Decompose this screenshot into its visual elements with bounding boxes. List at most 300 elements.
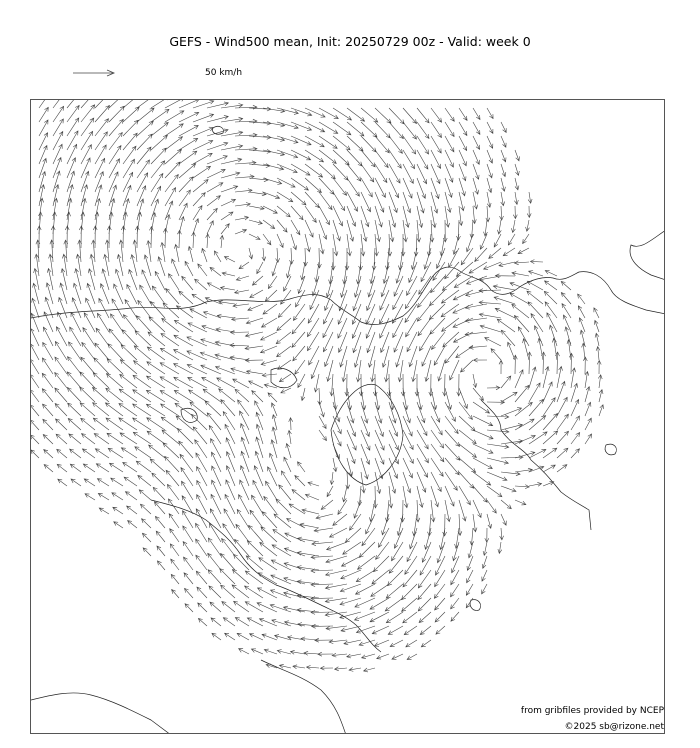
wind-arrow <box>112 493 123 500</box>
wind-arrow <box>362 654 375 659</box>
wind-arrow <box>80 403 95 416</box>
wind-arrow <box>417 108 429 123</box>
wind-arrow <box>473 136 480 149</box>
wind-arrow <box>508 234 515 245</box>
wind-arrow <box>171 574 179 584</box>
wind-arrow <box>43 419 53 430</box>
wind-arrow <box>470 528 474 545</box>
wind-arrow <box>402 598 417 611</box>
wind-arrow <box>221 117 243 122</box>
wind-arrow <box>281 388 291 393</box>
wind-arrow <box>210 267 221 276</box>
wind-arrow <box>325 346 334 367</box>
wind-arrow <box>403 206 409 227</box>
wind-arrow <box>431 430 444 448</box>
wind-arrow <box>515 485 529 489</box>
wind-arrow <box>376 542 389 559</box>
wind-arrow <box>279 485 291 500</box>
wind-arrow <box>286 444 291 459</box>
wind-arrow <box>361 402 368 423</box>
wind-arrow <box>249 164 270 168</box>
wind-arrow <box>147 431 165 444</box>
wind-arrow <box>53 100 64 108</box>
wind-arrow <box>277 650 291 654</box>
wind-arrow <box>235 229 247 234</box>
wind-arrow <box>241 424 250 445</box>
wind-arrow <box>330 528 348 537</box>
wind-arrow <box>325 598 347 603</box>
wind-arrow <box>407 654 417 660</box>
wind-arrow <box>529 449 546 458</box>
wind-arrow <box>487 192 491 207</box>
map-canvas <box>31 100 665 734</box>
wind-arrow <box>557 465 567 472</box>
wind-arrow <box>417 220 421 242</box>
wind-arrow <box>32 298 39 318</box>
wind-arrow <box>286 262 291 278</box>
wind-arrow <box>300 523 319 528</box>
wind-arrow <box>501 500 511 509</box>
wind-arrow <box>305 220 313 237</box>
wind-arrow <box>31 435 39 444</box>
wind-arrow <box>359 374 363 396</box>
wind-arrow <box>185 604 193 612</box>
wind-arrow <box>327 486 333 497</box>
wind-arrow <box>594 308 599 318</box>
wind-arrow <box>95 132 107 150</box>
wind-arrow <box>398 360 403 382</box>
wind-arrow <box>459 108 467 120</box>
wind-arrow <box>143 548 151 556</box>
wind-arrow <box>248 304 263 311</box>
wind-arrow <box>359 640 375 646</box>
wind-arrow <box>482 570 487 581</box>
wind-arrow <box>196 523 208 542</box>
wind-arrow <box>518 248 529 254</box>
wind-arrow <box>260 542 277 556</box>
wind-arrow <box>319 430 327 441</box>
wind-arrow <box>344 640 361 645</box>
wind-arrow <box>293 304 305 320</box>
wind-arrow <box>305 192 319 208</box>
wind-arrow <box>277 136 298 143</box>
wind-arrow <box>196 509 207 528</box>
wind-arrow <box>436 248 445 268</box>
wind-arrow <box>312 542 333 546</box>
wind-arrow <box>356 584 376 594</box>
wind-arrow <box>210 602 221 612</box>
wind-arrow <box>543 465 555 472</box>
wind-arrow <box>356 626 375 633</box>
wind-arrow <box>385 598 403 611</box>
wind-arrow <box>107 433 123 444</box>
wind-arrow <box>510 293 529 304</box>
wind-arrow <box>427 234 431 256</box>
wind-arrow <box>501 178 505 191</box>
wind-arrow <box>445 388 452 409</box>
wind-arrow <box>43 435 53 445</box>
wind-arrow <box>221 212 233 220</box>
wind-arrow <box>70 464 81 472</box>
wind-arrow <box>166 470 179 486</box>
wind-arrow <box>411 248 417 270</box>
wind-arrow <box>342 360 347 382</box>
wind-arrow <box>499 262 515 267</box>
wind-arrow <box>473 486 487 502</box>
wind-arrow <box>459 122 467 136</box>
wind-arrow <box>31 374 39 388</box>
wind-arrow <box>151 174 163 193</box>
wind-arrow <box>487 150 493 163</box>
wind-arrow <box>291 206 303 220</box>
wind-arrow <box>83 328 95 346</box>
wind-arrow <box>245 346 263 350</box>
wind-arrow <box>207 115 228 122</box>
wind-arrow <box>473 472 491 485</box>
wind-arrow <box>403 486 408 508</box>
wind-arrow <box>557 366 563 388</box>
wind-arrow <box>451 598 459 609</box>
wind-arrow <box>445 416 458 434</box>
wind-arrow <box>415 374 419 396</box>
wind-arrow <box>354 346 361 367</box>
wind-arrow <box>459 458 476 472</box>
wind-arrow <box>104 254 109 276</box>
wind-arrow <box>430 318 445 334</box>
wind-arrow <box>364 668 375 672</box>
wind-arrow <box>417 458 428 477</box>
wind-arrow <box>450 360 459 380</box>
wind-arrow <box>291 108 312 116</box>
wind-arrow <box>370 598 389 609</box>
wind-arrow <box>67 100 79 108</box>
wind-arrow <box>438 360 445 381</box>
wind-arrow <box>487 444 509 449</box>
wind-arrow <box>487 430 509 434</box>
wind-arrow <box>172 259 179 276</box>
wind-arrow <box>133 240 137 262</box>
wind-arrow <box>263 234 271 245</box>
wind-arrow <box>289 418 293 430</box>
wind-arrow <box>184 573 193 584</box>
wind-arrow <box>569 353 573 374</box>
wind-arrow <box>333 206 343 226</box>
wind-arrow <box>459 500 466 521</box>
wind-arrow <box>109 329 123 346</box>
wind-arrow <box>198 618 207 626</box>
wind-arrow <box>255 401 263 416</box>
wind-arrow <box>53 198 58 220</box>
wind-arrow <box>142 270 151 290</box>
wind-arrow <box>527 206 531 217</box>
wind-arrow <box>371 584 389 596</box>
wind-arrow <box>412 360 417 382</box>
wind-arrow <box>252 276 263 285</box>
wind-arrow <box>362 528 375 546</box>
wind-arrow <box>375 136 389 153</box>
wind-arrow <box>296 290 306 307</box>
wind-arrow <box>375 220 381 242</box>
wind-arrow <box>85 494 95 500</box>
wind-arrow <box>338 500 347 514</box>
wind-arrow <box>320 666 333 670</box>
wind-arrow <box>596 347 600 360</box>
wind-arrow <box>179 126 198 137</box>
wind-arrow <box>217 378 235 388</box>
wind-arrow <box>501 408 522 416</box>
wind-arrow <box>441 304 459 317</box>
wind-arrow <box>403 472 411 493</box>
wind-arrow <box>343 542 361 554</box>
wind-arrow <box>165 149 182 164</box>
wind-arrow <box>193 206 202 220</box>
wind-arrow <box>211 618 221 626</box>
wind-arrow <box>224 257 235 262</box>
wind-arrow <box>368 276 375 297</box>
wind-arrow <box>223 524 235 542</box>
wind-arrow <box>487 136 493 148</box>
wind-arrow <box>345 248 349 270</box>
wind-arrow <box>250 634 264 641</box>
wind-arrow <box>297 551 319 556</box>
wind-arrow <box>385 500 389 522</box>
wind-arrow <box>183 526 193 542</box>
wind-arrow <box>165 137 183 150</box>
wind-arrow <box>451 612 459 621</box>
wind-arrow <box>150 302 165 319</box>
wind-arrow <box>125 492 137 500</box>
wind-arrow <box>56 419 68 430</box>
wind-arrow <box>221 554 236 571</box>
wind-arrow <box>443 332 459 347</box>
wind-arrow <box>389 458 398 478</box>
wind-arrow <box>417 402 425 423</box>
wind-arrow <box>311 583 333 587</box>
wind-arrow <box>151 213 156 234</box>
wind-arrow <box>501 122 506 133</box>
wind-arrow <box>498 542 502 553</box>
wind-arrow <box>179 190 190 206</box>
wind-arrow <box>55 357 67 374</box>
wind-arrow <box>249 206 264 210</box>
wind-arrow <box>113 507 123 514</box>
wind-arrow <box>167 484 179 500</box>
wind-arrow <box>115 269 123 290</box>
wind-arrow <box>595 333 599 346</box>
wind-arrow <box>235 290 249 294</box>
wind-arrow <box>388 626 403 634</box>
wind-arrow <box>347 150 362 166</box>
wind-arrow <box>501 150 506 162</box>
wind-arrow <box>484 262 501 269</box>
wind-arrow <box>96 464 109 472</box>
wind-arrow <box>571 449 580 458</box>
wind-arrow <box>503 248 515 256</box>
wind-arrow <box>314 528 333 532</box>
wind-arrow <box>417 122 429 139</box>
wind-arrow <box>277 108 298 114</box>
wind-arrow <box>369 500 375 522</box>
wind-arrow <box>523 339 529 360</box>
wind-arrow <box>232 585 249 598</box>
wind-arrow <box>31 328 39 346</box>
wind-arrow <box>235 618 249 627</box>
wind-arrow <box>165 456 179 472</box>
wind-arrow <box>273 530 291 543</box>
wind-arrow <box>347 108 365 121</box>
wind-arrow <box>489 248 501 258</box>
wind-arrow <box>198 603 207 612</box>
wind-arrow <box>333 192 345 211</box>
wind-arrow <box>459 430 476 444</box>
wind-arrow <box>319 192 332 210</box>
wind-arrow <box>239 262 249 269</box>
wind-arrow <box>109 212 113 234</box>
wind-arrow <box>409 262 417 283</box>
wind-arrow <box>431 388 437 410</box>
wind-arrow <box>295 360 305 374</box>
wind-arrow <box>291 234 297 250</box>
wind-arrow <box>375 234 379 256</box>
wind-arrow <box>31 420 39 430</box>
wind-arrow <box>142 519 152 528</box>
wind-arrow <box>90 254 95 276</box>
wind-arrow <box>284 548 305 556</box>
wind-arrow <box>445 150 453 167</box>
wind-arrow <box>69 434 81 444</box>
wind-arrow <box>153 487 165 500</box>
wind-arrow <box>431 192 438 213</box>
wind-arrow <box>133 404 151 416</box>
wind-arrow <box>449 248 459 267</box>
wind-arrow <box>401 234 405 256</box>
wind-arrow <box>42 389 53 402</box>
wind-arrow <box>81 357 95 374</box>
wind-arrow <box>121 448 137 458</box>
wind-arrow <box>453 304 473 313</box>
wind-arrow <box>31 390 39 403</box>
wind-arrow <box>431 206 436 228</box>
wind-arrow <box>479 313 501 318</box>
wind-arrow <box>375 192 384 212</box>
wind-arrow <box>389 472 396 493</box>
wind-arrow <box>354 276 361 297</box>
wind-arrow <box>543 398 555 416</box>
wind-arrow <box>298 623 319 627</box>
wind-arrow <box>340 612 361 619</box>
wind-arrow <box>138 300 151 318</box>
wind-arrow <box>361 388 366 410</box>
wind-arrow <box>424 248 431 269</box>
wind-arrow <box>285 533 305 542</box>
wind-arrow <box>311 597 333 601</box>
wind-arrow <box>459 206 463 226</box>
wind-arrow <box>67 372 81 388</box>
wind-arrow <box>330 374 334 396</box>
wind-arrow <box>382 346 389 367</box>
wind-arrow <box>42 358 53 374</box>
wind-arrow <box>487 514 492 528</box>
wind-arrow <box>361 458 368 479</box>
wind-arrow <box>431 150 441 168</box>
wind-arrow <box>122 330 137 346</box>
wind-arrow <box>459 164 466 181</box>
wind-arrow <box>93 418 109 430</box>
wind-arrow <box>249 178 268 182</box>
wind-map <box>30 99 665 734</box>
wind-arrow <box>389 556 403 573</box>
wind-arrow <box>265 290 277 301</box>
wind-arrow <box>455 528 459 548</box>
wind-arrow <box>356 360 361 382</box>
wind-arrow <box>487 164 492 178</box>
wind-arrow <box>123 212 127 234</box>
wind-arrow <box>237 633 249 640</box>
wind-arrow <box>454 332 474 342</box>
wind-arrow <box>401 374 405 396</box>
wind-arrow <box>31 344 39 360</box>
wind-arrow <box>515 164 519 175</box>
wind-arrow <box>208 553 221 570</box>
wind-arrow <box>501 392 517 402</box>
wind-arrow <box>529 399 543 416</box>
wind-arrow <box>207 142 228 150</box>
wind-arrow <box>161 243 165 263</box>
wind-arrow <box>431 402 440 422</box>
wind-arrow <box>305 234 310 252</box>
wind-arrow <box>585 387 590 402</box>
wind-arrow <box>528 302 543 318</box>
wind-arrow <box>372 570 389 584</box>
wind-arrow <box>417 430 428 449</box>
wind-arrow <box>96 328 109 346</box>
wind-arrow <box>514 316 529 333</box>
wind-arrow <box>277 178 295 187</box>
wind-arrow <box>271 403 277 416</box>
wind-arrow <box>474 358 487 362</box>
wind-arrow <box>152 473 165 486</box>
wind-arrow <box>187 337 207 346</box>
wind-arrow <box>236 276 249 281</box>
wind-arrow <box>221 145 243 151</box>
wind-arrow <box>207 221 213 234</box>
wind-arrow <box>417 136 429 154</box>
wind-arrow <box>262 318 278 327</box>
wind-arrow <box>165 175 178 193</box>
wind-arrow <box>419 276 431 294</box>
wind-arrow <box>375 164 387 183</box>
wind-arrow <box>135 226 139 248</box>
wind-arrow <box>165 124 183 136</box>
wind-arrow <box>147 362 165 374</box>
wind-arrow <box>295 476 305 487</box>
wind-arrow <box>501 136 506 147</box>
wind-arrow <box>403 402 411 423</box>
wind-arrow <box>361 206 369 227</box>
wind-arrow <box>375 206 382 227</box>
wind-arrow <box>297 594 319 598</box>
wind-arrow <box>117 255 123 277</box>
wind-arrow <box>453 290 473 300</box>
wind-arrow <box>545 281 558 290</box>
wind-arrow <box>111 478 123 486</box>
wind-arrow <box>108 448 123 458</box>
wind-arrow <box>67 198 72 220</box>
wind-arrow <box>193 427 207 444</box>
wind-arrow <box>170 529 179 542</box>
wind-arrow <box>501 376 511 388</box>
chart-title: GEFS - Wind500 mean, Init: 20250729 00z - Valid: week 0 <box>169 34 531 49</box>
